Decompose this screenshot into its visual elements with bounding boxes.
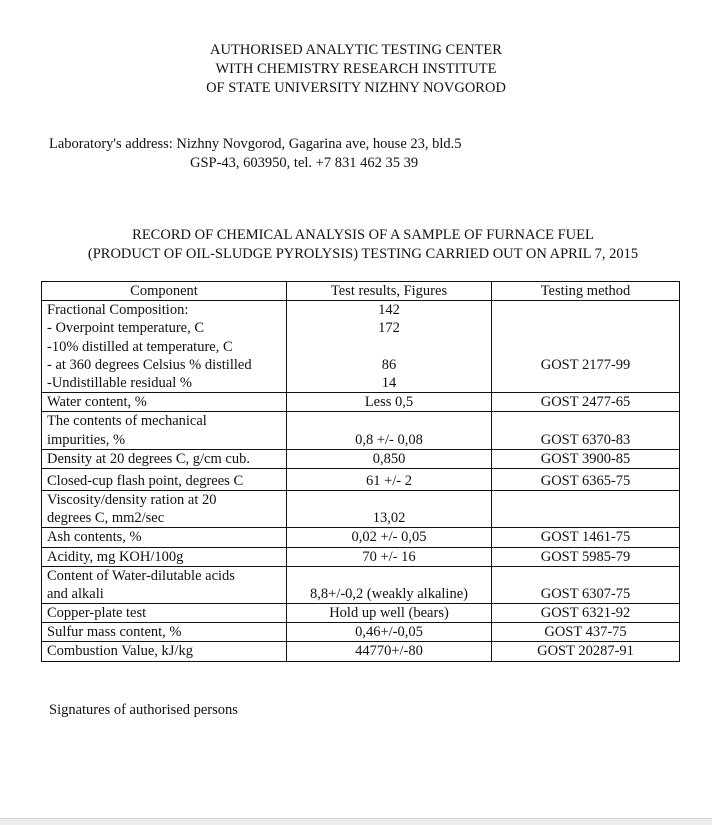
component-cell [42,490,287,527]
result-cell [287,301,492,393]
result-cell: 44770+/-80 [287,642,492,661]
component-cell: Copper-plate test [42,604,287,623]
component-cell: Sulfur mass content, % [42,623,287,642]
table-row-density [42,449,680,468]
component-cell [42,566,287,603]
table-row-fractional-composition [42,301,680,393]
laboratory-address [49,135,669,173]
table-row-viscosity [42,490,680,527]
header-component: Component [42,282,287,301]
header-line-2: WITH CHEMISTRY RESEARCH INSTITUTE [215,61,497,77]
record-title [0,226,712,264]
result-cell: 8,8+/-0,2 (weakly alkaline) [287,566,492,603]
result-cell: Less 0,5 [287,393,492,412]
component-cell: Ash contents, % [42,528,287,547]
fractional-method: GOST 2177-99 [540,356,631,373]
header-test-results: Test results, Figures [287,282,492,301]
result-cell: 70 +/- 16 [287,547,492,566]
residual-label: -Undistillable residual % [47,374,192,391]
method-cell: GOST 20287-91 [492,642,680,661]
impurities-label-2: impurities, % [47,431,126,448]
component-cell: Density at 20 degrees C, g/cm cub. [42,449,287,468]
impurities-label-1: The contents of mechanical [47,413,207,430]
fractional-title: Fractional Composition: [47,302,189,319]
overpoint-value: 142 [378,302,400,319]
component-cell: Acidity, mg KOH/100g [42,547,287,566]
table-row-sulfur [42,623,680,642]
method-cell: GOST 2477-65 [492,393,680,412]
table-row-acids-alkali [42,566,680,603]
overpoint-label: - Overpoint temperature, C [47,320,205,337]
component-cell: Combustion Value, kJ/kg [42,642,287,661]
method-cell: GOST 437-75 [492,623,680,642]
document-header [0,41,712,98]
component-cell [42,301,287,393]
distilled360-label: - at 360 degrees Celsius % distilled [47,356,252,373]
method-cell: GOST 6321-92 [492,604,680,623]
acids-label-1: Content of Water-dilutable acids [47,567,235,584]
header-line-3: OF STATE UNIVERSITY NIZHNY NOVGOROD [206,80,506,96]
address-line-1: Laboratory's address: Nizhny Novgorod, Gagarina ave, house 23, bld.5 [49,136,462,152]
distilled10-label: -10% distilled at temperature, C [47,338,233,355]
method-cell: GOST 5985-79 [492,547,680,566]
signatures-label: Signatures of authorised persons [49,702,238,718]
result-cell: 61 +/- 2 [287,468,492,490]
result-cell: 13,02 [287,490,492,527]
acids-label-2: and alkali [47,585,104,602]
method-cell: GOST 3900-85 [492,449,680,468]
table-row-flash-point [42,468,680,490]
component-cell: Closed-cup flash point, degrees C [42,468,287,490]
table-row-water [42,393,680,412]
method-cell [492,490,680,527]
record-title-line-1: RECORD OF CHEMICAL ANALYSIS OF A SAMPLE OF FURNACE FUEL [132,227,594,243]
viscosity-label-1: Viscosity/density ration at 20 [47,491,217,508]
distilled360-value: 86 [381,356,397,373]
method-cell: GOST 1461-75 [492,528,680,547]
address-line-2: GSP-43, 603950, tel. +7 831 462 35 39 [190,155,419,171]
table-row-copper [42,604,680,623]
distilled10-value: 172 [378,320,400,337]
result-cell: Hold up well (bears) [287,604,492,623]
table-row-acidity [42,547,680,566]
residual-value: 14 [381,374,397,391]
result-cell: 0,850 [287,449,492,468]
table-row-ash [42,528,680,547]
result-cell: 0,02 +/- 0,05 [287,528,492,547]
viscosity-label-2: degrees C, mm2/sec [47,510,165,527]
method-cell [492,301,680,393]
analysis-results-table [41,281,680,662]
table-row-impurities [42,412,680,449]
result-cell: 0,8 +/- 0,08 [287,412,492,449]
method-cell: GOST 6365-75 [492,468,680,490]
method-cell: GOST 6370-83 [492,412,680,449]
header-line-1: AUTHORISED ANALYTIC TESTING CENTER [210,42,502,58]
table-header-row [42,282,680,301]
record-title-line-2: (PRODUCT OF OIL-SLUDGE PYROLYSIS) TESTING CARRIED OUT ON APRIL 7, 2015 [87,246,639,262]
header-testing-method: Testing method [492,282,680,301]
component-cell [42,412,287,449]
result-cell: 0,46+/-0,05 [287,623,492,642]
method-cell: GOST 6307-75 [492,566,680,603]
table-row-combustion [42,642,680,661]
component-cell: Water content, % [42,393,287,412]
